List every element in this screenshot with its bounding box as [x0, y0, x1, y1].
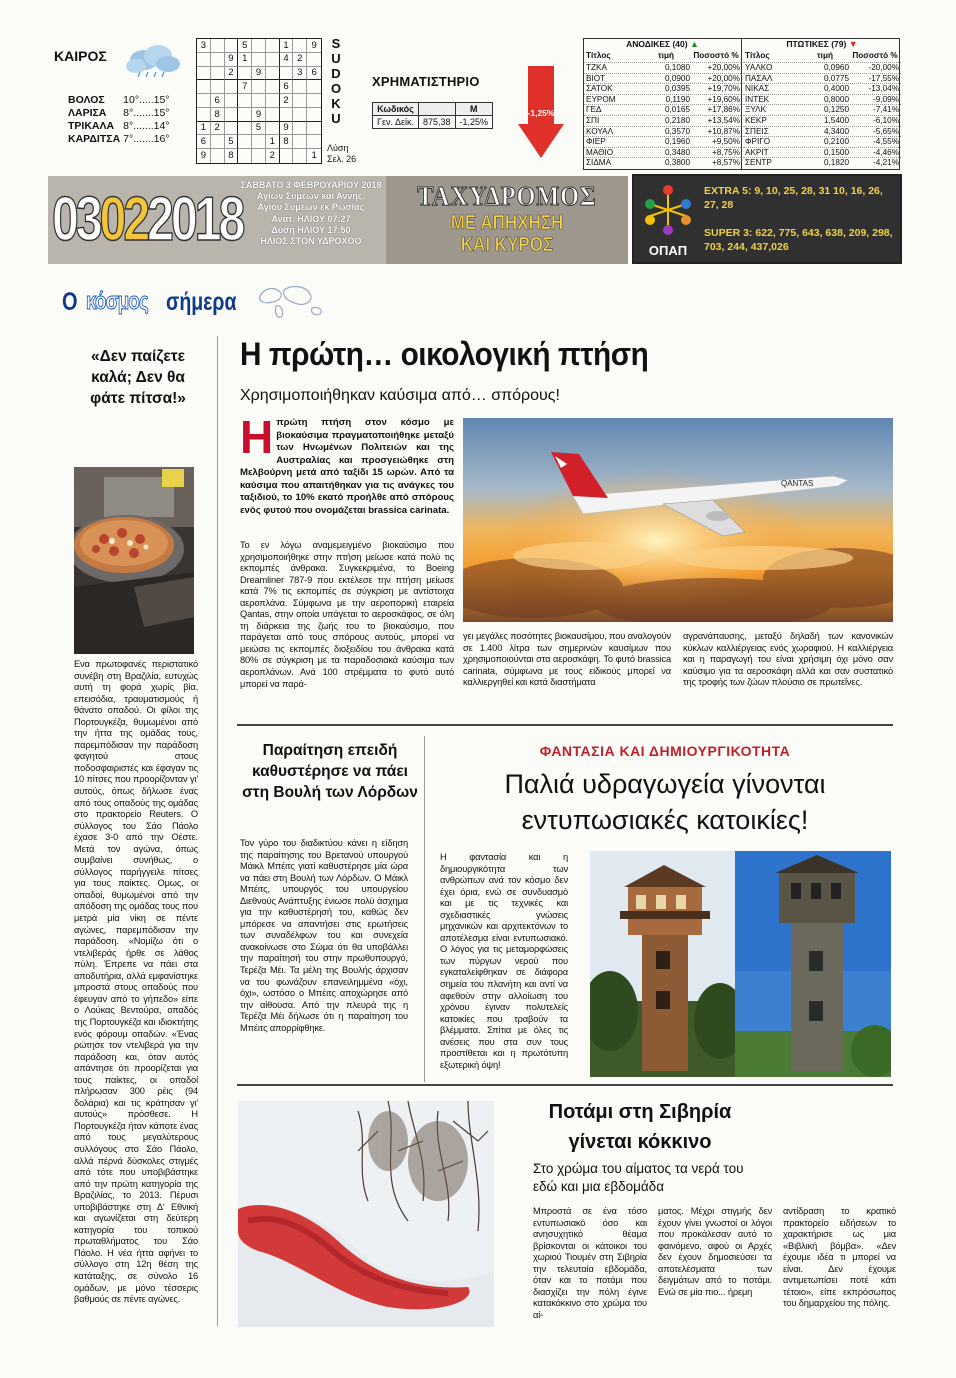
- plane-lead: [240, 411, 454, 517]
- stock-pct: -20,00%: [868, 63, 899, 72]
- sudoku-cell: 1: [280, 39, 294, 53]
- plane-livery-text: QANTAS: [781, 479, 814, 488]
- section-rule: [237, 724, 893, 726]
- stock-name: ΦΡΙΓΟ: [745, 137, 771, 147]
- pizza-photo: [74, 467, 194, 654]
- sudoku-cell: [225, 39, 239, 53]
- plane-headline: Η πρώτη… οικολογική πτήση: [240, 336, 649, 372]
- column-divider: [424, 736, 425, 1082]
- losers-title: [743, 39, 901, 50]
- siberia-subheadline: Στο χρώμα του αίματος τα νερά του εδώ και μια εβδομάδα: [533, 1161, 744, 1194]
- sudoku-cell: [238, 67, 252, 81]
- sudoku-cell: [197, 67, 211, 81]
- sudoku-cell: [238, 108, 252, 122]
- sudoku-cell: [252, 53, 266, 67]
- water-tower-photo-2: [735, 851, 891, 1077]
- lords-article-body: Τον γύρο του διαδικτύου κάνει η είδηση της παραίτησης του Βρετανού υπουργού Μάικλ Μπέιτς γιατί καθυστέρησε μία ώρα να πάει στη Βουλή των Λόρδων. Ο Μάικλ Μπέιτς, υπουργός του υπουργείου Διεθνούς Ανάπτυξης ένιωσε πολύ άσχημα για την καθυστέρησή του, καθώς δεν μπόρεσε να απαντήσει στις ερωτήσεις των συναδέλφων του και συνεχεία ανακοίνωσε στο Σώμα ότι θα υποβάλλει την παραίτησή του στην πρωθυπουργό, Τερέζα Μέι. Τα μέλη της Βουλής άρχισαν να του φωνάζουν επανειλημμένα «όχι, όχι», ωστόσο ο Μπέιτς αποχώρησε από την αίθουσα. Από την πλευρά της η Τερέζα Μέι δήλωσε ότι η παραίτηση του Μπέιτς απορρίφθηκε.: [240, 838, 408, 1033]
- stock-down-arrow-icon: [518, 66, 564, 158]
- plane-article-col2: γει μεγάλες ποσότητες βιοκαυσίμου, που αναλογούν σε 1.400 λίτρα των σημερινών καυσίμων που χρησιμοποιούνται στα αεροσκάφη. Το φυτό brassica carinata, σύμφωνα με τους ειδικούς μπορεί να καλλιεργηθεί και κατά διαστήματα: [463, 631, 671, 688]
- siberia-article-col1: Μπροστά σε ένα τόσο εντυπωσιακό όσο και ανησυχητικό θέαμα βρίσκονται οι κάτοικοι του χωριού Τιουμέν στη Σιβηρία την τελευταία εβδομάδα, όταν και το ποτάμι που διασχίζει την πόλη έγινε κατακόκκινο στο χρώμα του αί-: [533, 1206, 647, 1320]
- stock-col-change: Μ: [455, 103, 493, 116]
- gainers-row: [584, 115, 741, 125]
- pizza-article-body: Ενα πρωτοφανές περιστατικό συνέβη στη Βραζιλία, ευτυχώς αυτή τη φορά χωρίς βία, επεισόδια, τραυματισμούς ή θάνατο οπαδού. Οι φίλοι της Πορτουγκέζα, θυμωμένοι από την ήττα της ομάδας τους, παρεμπόδισαν την παράδοση φαγητού στους ποδοσφαιριστές και έφαγαν τις 10 πίτσες που προορίζονταν γι' αυτούς, όπως δήλωσε ένας από τους οπαδούς της ομάδας στο πρακτορείο Reuters. Ο σύλλογος του Σάο Πάολο έχασε 3-0 από την Οέστε. Μετά τον αγώνα, όπως συμβαίνει συνήθως, ο σύλλογος παρήγγειλε πίτσες για τους παίκτες. Ομως, οι οπαδοί, θυμωμένοι από την απόδοση της ομάδας τους που μετρά μία νίκη σε πέντε αγώνες, παρεμπόδισαν την παράδοση. «Νομίζω ότι ο ντελιβεράς ήρθε σε λάθος πύλη. Έπρεπε να πάει στα αποδυτήρια, αλλά εμφανίστηκε μπροστά στους οπαδούς που έφευγαν από το γήπεδο» είπε ο Λούκας Βεντούρα, οπαδός της Πορτουγκέζα και ιδιοκτήτης ενός φόρουμ οπαδών. «Ένας ρώτησε τον ντελιβερά για την παράδοση και, όταν αυτός απάντησε ότι προορίζεται για τους παίκτες, οι οπαδοί πλήρωσαν 300 ρέις (94 δολάρια) και τις κράτησαν γι' αυτούς» πρόσθεσε. Η Πορτουγκέζα ήταν κάποτε ένας από τους μεγαλύτερους συλλόγους στο Σάο Πάολο, αλλά πέρνά δύσκολες στιγμές από τότε που υποβιβάστηκε από την πρώτη κατηγορία της Βραζιλίας, το 2013. Πέρυσι υποβιβάστηκε στη Δ' Εθνική και αγωνίζεται στη δεύτερη κατηγορία του τοπικού πρωταθλήματος του Σάο Πάολο. Η νέα ήττα αφήνει το σύλλογο στη 12η θέση της κατάταξης, σε σύνολο 16 ομάδων, με μόνο τέσσερις βαθμούς σε πέντε αγώνες.: [74, 659, 198, 1305]
- sudoku-cell: [307, 53, 321, 67]
- gainers-row: [584, 62, 741, 72]
- gainers-row: [584, 157, 741, 167]
- stock-index-value: 875,38: [419, 116, 456, 129]
- sudoku-letter: K: [331, 96, 341, 111]
- sudoku-cell: 2: [211, 122, 225, 136]
- stock-pct: +8,57%: [712, 158, 740, 168]
- stock-price: 0,3800: [664, 158, 690, 168]
- sudoku-cell: 9: [252, 108, 266, 122]
- towers-article-body: Η φαντασία και η δημιουργικότητα των ανθρώπων ανά τον κόσμο δεν έχει όρια, ενώ σε συνδυασμό και με τις τεχνικές και σχεδιαστικές γνώσεις μηχανικών και αρχιτεκτόνων το αποτέλεσμα είναι εντυπωσιακό. Ο λόγος για τις μεταμορφώσεις των πύργων νερού που εγκαταλείφθηκαν σε διάφορα σημεία του πλανήτη και αντί να αφεθούν στην αλλοίωση του χρόνου έγιναν πολυτελείς κατοικίες που τραβούν τα βλέμματα. Σπίτια με όλες τις ανέσεις που στα συν τους προστίθεται και η πρωτότυπη εξωτερική όψη!: [440, 852, 568, 1070]
- sudoku-cell: 6: [307, 67, 321, 81]
- stock-price: 0,1190: [665, 94, 690, 104]
- date-info-line: Δύση ΗΛΙΟΥ 17:50: [271, 224, 351, 235]
- stock-pct: +8,75%: [712, 147, 740, 157]
- sudoku-cell: 2: [266, 149, 280, 163]
- sudoku-cell: [307, 108, 321, 122]
- stock-price: 0,8000: [823, 94, 849, 104]
- weather-row: [68, 133, 173, 146]
- city-temp: 7°.......16°: [123, 133, 170, 145]
- city-temp: 8°.......14°: [123, 120, 170, 132]
- stock-name: ΣΑΤΟΚ: [586, 84, 613, 94]
- sudoku-cell: [307, 94, 321, 108]
- sudoku-cell: [238, 149, 252, 163]
- stock-name: ΕΥΡΟΜ: [586, 94, 616, 104]
- gainers-losers-box: [583, 38, 900, 170]
- gainers-row: [584, 147, 741, 157]
- section-header: [58, 282, 328, 326]
- sudoku-cell: 9: [225, 53, 239, 67]
- paper-slogan-1: ΜΕ ΑΠΗΧΗΣΗ: [450, 212, 564, 234]
- gainers-row: [584, 104, 741, 114]
- col-name: Τίτλος: [586, 51, 611, 60]
- sudoku-cell: 6: [280, 80, 294, 94]
- sudoku-cell: 2: [293, 53, 307, 67]
- sudoku-cell: [211, 39, 225, 53]
- date-month: 02: [99, 185, 148, 254]
- stock-price: 4,3400: [823, 126, 849, 136]
- sudoku-cell: [252, 149, 266, 163]
- sudoku-cell: [307, 135, 321, 149]
- stock-pct: +9,50%: [712, 137, 740, 147]
- stock-pct: +19,60%: [707, 94, 740, 104]
- stock-name: ΒΙΟΤ: [586, 73, 606, 83]
- gainers-row: [584, 83, 741, 93]
- stock-title: ΧΡΗΜΑΤΙΣΤΗΡΙΟ: [372, 74, 480, 89]
- gainers-row: [584, 73, 741, 83]
- city-name: ΤΡΙΚΑΛΑ: [68, 120, 115, 132]
- losers-row: [743, 157, 901, 167]
- sudoku-cell: [252, 94, 266, 108]
- date-info: [236, 180, 386, 247]
- sudoku-cell: [211, 67, 225, 81]
- sudoku-cell: 1: [266, 135, 280, 149]
- sudoku-letter: U: [331, 111, 341, 126]
- stock-index-change: -1,25%: [455, 116, 493, 129]
- sudoku-cell: [280, 149, 294, 163]
- sudoku-cell: 8: [280, 135, 294, 149]
- city-name: ΛΑΡΙΣΑ: [68, 107, 107, 119]
- losers-title-text: ΠΤΩΤΙΚΕΣ (79): [786, 39, 847, 49]
- extra5-results: [704, 184, 899, 212]
- sudoku-cell: [211, 53, 225, 67]
- sudoku-cell: [211, 80, 225, 94]
- weather-row: [68, 107, 173, 120]
- col-pct: Ποσοστό %: [852, 51, 898, 60]
- stock-name: ΞΥΛΚ: [745, 105, 767, 115]
- sudoku-cell: 7: [238, 80, 252, 94]
- stock-name: ΦΙΕΡ: [586, 137, 606, 147]
- siberia-article-col3: αντίδραση το κρατικό πρακτορείο ειδήσεων το χαρακτήρισε ως μια «Βιβλική βόμβα». «Δεν έχουμε ιδέα τι μπορεί να είναι. Δεν έχουμε αντιμετωπίσει ποτέ κάτι τέτοιο», είπε εκπρόσωπος του δημαρχείου της πόλης.: [783, 1206, 896, 1309]
- sudoku-cell: [225, 108, 239, 122]
- col-price: τιμή: [817, 51, 833, 60]
- stock-name: ΚΟΥΑΛ: [586, 126, 614, 136]
- sudoku-cell: [238, 122, 252, 136]
- losers-row: [743, 73, 901, 83]
- big-date: [52, 180, 243, 260]
- stock-pct: -6,10%: [873, 116, 899, 125]
- losers-col-headers: [743, 51, 901, 61]
- sudoku-cell: 5: [225, 135, 239, 149]
- city-name: ΚΑΡΔΙΤΣΑ: [68, 133, 121, 145]
- stock-price: 0,0900: [664, 73, 690, 83]
- gainers-title: [584, 39, 741, 50]
- sudoku-cell: [266, 108, 280, 122]
- losers-row: [743, 104, 901, 114]
- plane-lead-text: πρώτη πτήση στον κόσμο με βιοκαύσιμα πραγματοποιήθηκε μεταξύ των Ηνωμένων Πολιτειών και της Αυστραλίας και προσγειώθηκε στη Μελβούρνη μετά από ταξίδι 15 ωρών. Από τα καύσιμα που απαιτήθηκαν για τις ανάγκες του ταξιδιού, το 10% εκατό προήλθε από σπόρους ενός φυτού που ονομάζεται brassica carinata.: [240, 417, 454, 516]
- stock-pct: -13,04%: [868, 84, 899, 94]
- stock-price: 0,4000: [823, 84, 849, 94]
- stock-price: 1,5400: [823, 116, 849, 125]
- stock-name: ΓΕΔ: [586, 105, 602, 115]
- opap-logo-text: ΟΠΑΠ: [648, 243, 688, 258]
- water-tower-photo-1: [590, 851, 738, 1077]
- sudoku-cell: 3: [293, 67, 307, 81]
- super3-label: SUPER 3:: [704, 227, 753, 239]
- losers-row: [743, 126, 901, 136]
- towers-headline: Παλιά υδραγωγεία γίνονται εντυπωσιακές κατοικίες!: [504, 769, 826, 835]
- section-o: Ο: [62, 288, 78, 316]
- sudoku-cell: 8: [225, 149, 239, 163]
- stock-price: 0,3480: [664, 147, 690, 157]
- stock-name: ΤΖΚΑ: [586, 63, 607, 72]
- up-arrow-icon: ▲: [689, 39, 699, 49]
- sudoku-cell: 1: [311, 150, 317, 162]
- sudoku-word: [328, 36, 344, 126]
- stock-pct: +20,00%: [707, 63, 740, 72]
- gainers-row: [584, 136, 741, 146]
- sudoku-cell: [252, 135, 266, 149]
- section-kosmos: κόσμος: [86, 288, 149, 315]
- sudoku-cell: 5: [238, 39, 252, 53]
- opap-logo: [642, 182, 694, 260]
- sudoku-cell: [252, 80, 266, 94]
- stock-price: 0,0395: [664, 84, 690, 94]
- sudoku-grid: [196, 38, 322, 164]
- sudoku-cell: [238, 135, 252, 149]
- stock-price: 0,1250: [823, 105, 849, 115]
- sudoku-cell: [307, 80, 321, 94]
- down-arrow-icon: ▼: [848, 39, 858, 49]
- sudoku-cell: [197, 108, 211, 122]
- super3-results: [704, 226, 899, 254]
- stock-price: 0,1500: [823, 147, 849, 157]
- towers-kicker: ΦΑΝΤΑΣΙΑ ΚΑΙ ΔΗΜΙΟΥΡΓΙΚΟΤΗΤΑ: [539, 743, 791, 759]
- stock-name: ΣΠΕΙΣ: [745, 126, 769, 136]
- section-simera: σήμερα: [166, 288, 237, 316]
- weather-title: ΚΑΙΡΟΣ: [54, 48, 107, 64]
- stock-pct: -17,55%: [868, 73, 899, 83]
- sudoku-cell: [293, 135, 307, 149]
- stock-price: 0,0775: [823, 73, 849, 83]
- opap-star-icon: [642, 182, 694, 240]
- sudoku-cell: 6: [197, 135, 211, 149]
- paper-name: ΤΑΧΥΔΡΟΜΟΣ: [417, 181, 597, 211]
- stock-pct: -4,21%: [873, 158, 899, 168]
- sudoku-cell: [293, 122, 307, 136]
- stock-pct: +17,86%: [707, 105, 740, 115]
- stock-name: ΣΕΝΤΡ: [745, 158, 772, 168]
- sudoku-cell: 9: [280, 122, 294, 136]
- weather-table: [68, 94, 173, 146]
- solution-page: Σελ. 26: [327, 154, 357, 164]
- sudoku-cell: 5: [252, 122, 266, 136]
- stock-name: ΣΙΔΜΑ: [586, 158, 612, 168]
- stock-name: ΠΑΣΑΛ: [745, 73, 773, 83]
- stock-name: ΙΝΤΕΚ: [745, 94, 770, 104]
- sudoku-solution-ref: [327, 143, 356, 165]
- newspaper-masthead: [386, 176, 628, 264]
- sudoku-cell: [211, 135, 225, 149]
- sudoku-cell: [252, 39, 266, 53]
- stock-row: [373, 116, 493, 129]
- stock-price: 0,0960: [823, 63, 849, 72]
- stock-pct: -4,46%: [873, 147, 899, 157]
- stock-index-name: Γεν. Δείκ.: [373, 116, 419, 129]
- sudoku-cell: 2: [225, 67, 239, 81]
- stock-pct: -9,09%: [873, 94, 899, 104]
- sudoku-cell: 9: [252, 67, 266, 81]
- sudoku-letter: D: [331, 66, 341, 81]
- sudoku-cell: [225, 94, 239, 108]
- sudoku-cell: [225, 80, 239, 94]
- stock-price: 0,2180: [664, 116, 690, 125]
- date-year: 2018: [147, 185, 243, 254]
- weather-box: [50, 38, 190, 168]
- sudoku-cell: [266, 94, 280, 108]
- paper-slogan-2: ΚΑΙ ΚΥΡΟΣ: [460, 234, 554, 256]
- sudoku-cells: [197, 39, 321, 163]
- city-temp: 10°.....15°: [123, 94, 170, 106]
- sudoku-cell: [280, 108, 294, 122]
- stock-pct: +13,54%: [707, 116, 740, 125]
- sudoku-cell: [293, 39, 307, 53]
- sudoku-cell: 3: [197, 39, 211, 53]
- losers-row: [743, 62, 901, 72]
- red-river-photo: [238, 1101, 494, 1327]
- pizza-headline: «Δεν παίζετε καλά; Δεν θα φάτε πίτσα!»: [90, 348, 186, 407]
- sudoku-cell: [225, 122, 239, 136]
- stock-name: ΜΑΘΙΟ: [586, 147, 614, 157]
- sudoku-cell: [266, 53, 280, 67]
- plane-subheadline: Χρησιμοποιήθηκαν καύσιμα από… σπόρους!: [240, 387, 560, 404]
- date-info-line: ΣΑΒΒΑΤΟ 3 ΦΕΒΡΟΥΑΡΙΟΥ 2018: [240, 180, 382, 190]
- sudoku-cell: [293, 149, 307, 163]
- sudoku-cell: 9: [307, 39, 321, 53]
- world-map-icon: [254, 282, 328, 322]
- losers-table: [743, 39, 901, 169]
- stock-col-code: Κωδικός: [373, 103, 419, 116]
- sudoku-cell: 1: [238, 53, 252, 67]
- date-info-line: Αγίου Συμεών εκ Ρωσίας: [257, 202, 365, 213]
- siberia-headline: Ποτάμι στη Σιβηρία γίνεται κόκκινο: [548, 1101, 732, 1153]
- plane-photo: [463, 418, 893, 622]
- sudoku-cell: [293, 94, 307, 108]
- date-info-line: ΗΛΙΟΣ ΣΤΟΝ ΥΔΡΟΧΟΟ: [260, 236, 362, 247]
- gainers-row: [584, 126, 741, 136]
- losers-row: [743, 147, 901, 157]
- sudoku-cell: [197, 94, 211, 108]
- col-name: Τίτλος: [745, 51, 770, 60]
- stock-name: ΝΙΚΑΣ: [745, 84, 770, 94]
- super3-numbers: 622, 775, 643, 638, 209, 298, 703, 244, 437,026: [704, 227, 893, 253]
- stock-name: ΚΕΚΡ: [745, 116, 767, 125]
- date-info-line: Ανατ. ΗΛΙΟΥ 07:27: [271, 213, 351, 224]
- stock-name: ΑΚΡΙΤ: [745, 147, 769, 157]
- sudoku-cell: 2: [280, 94, 294, 108]
- stock-price: 0,1960: [664, 137, 690, 147]
- siberia-article-col2: ματος. Μέχρι στιγμής δεν έχουν γίνει γνωστοί οι λόγοι που προκάλεσαν αυτό το φαινόμενο, αφού οι Αρχές δεν έχουν δημοσιεύσει τα αποτελέσματα των δειγμάτων από το ποτάμι. Ενώ σε μία πιο... ήρεμη: [658, 1206, 772, 1297]
- lords-headline: Παραίτηση επειδή καθυστέρησε να πάει στη Βουλή των Λόρδων: [242, 742, 418, 801]
- sudoku-cell: 4: [280, 53, 294, 67]
- sudoku-letter: U: [331, 51, 341, 66]
- stock-pct: -7,41%: [873, 105, 899, 115]
- stock-col-value: [419, 103, 456, 116]
- sudoku-cell: [293, 80, 307, 94]
- stock-name: ΥΑΛΚΟ: [745, 63, 773, 72]
- weather-row: [68, 94, 173, 107]
- stock-header-row: [373, 103, 493, 116]
- extra5-numbers: 9, 10, 25, 28, 31 10, 16, 26, 27, 28: [704, 185, 883, 211]
- sudoku-cell: [266, 122, 280, 136]
- sudoku-letter: O: [330, 81, 342, 96]
- stock-price: 0,3570: [664, 126, 690, 136]
- gainers-table: [584, 39, 742, 169]
- stock-pct: +10,87%: [707, 126, 740, 136]
- stock-price: 0,0165: [664, 105, 690, 115]
- sudoku-cell: 6: [211, 94, 225, 108]
- sudoku-cell: [266, 39, 280, 53]
- weather-row: [68, 120, 173, 133]
- sudoku-cell: [197, 80, 211, 94]
- plane-article-col1: Το εν λόγω αναμεμειγμένο βιοκαύσιμο που χρησιμοποιήθηκε στην πτήση μείωσε κατά πολύ τις εκπομπές άνθρακα. Συγκεκριμένα, το Boeing Dreamliner 787-9 που εκτέλεσε την πτήση μείωσε κατά 7% τις εκπομπές σε σύγκριση με αντίστοιχα αεροπλάνα. Σύμφωνα με την αεροπορική εταιρεία Qantas, στην οποία υπάγεται το αεροσκάφος, σε όλη τη διάρκεια της ζωής του το βιοκαύσιμο, που παράγεται από τους σπόρους αυτούς, μπορεί να μειώσει τις εκπομπές διοξειδίου του άνθρακα κατά 80% σε σύγκριση με τα παραδοσιακά καύσιμα των αεροπλάνων. Ανά 100 στρέμματα το φυτό αυτό μπορεί να παρά-: [240, 540, 454, 689]
- opap-results-box: [632, 174, 902, 264]
- sudoku-cell: [307, 122, 321, 136]
- gainers-col-headers: [584, 51, 741, 61]
- extra5-label: EXTRA 5:: [704, 185, 752, 197]
- plane-article-col3: αγρανάπαυσης, μεταξύ δηλαδή των κανονικών κύκλων καλλιέργειας ενός χωραφιού. Η καλλιέργεια και η παραγωγή του είναι χρήσιμη όχι μόνο σαν καύσιμο για τα αεροσκάφη αλλά και σαν συστατικό της τροφής των ζώων πλούσιο σε πρωτεΐνες.: [683, 631, 893, 688]
- sudoku-cell: [266, 80, 280, 94]
- city-temp: 8°.......15°: [123, 107, 170, 119]
- gainers-title-text: ΑΝΟΔΙΚΕΣ (40): [626, 39, 688, 49]
- stock-pct: -4,55%: [873, 137, 899, 147]
- sudoku-cell: 1: [197, 122, 211, 136]
- losers-row: [743, 94, 901, 104]
- stock-pct: +19,70%: [707, 84, 740, 94]
- stock-index-table: [372, 102, 493, 129]
- cloud-rain-icon: [122, 44, 182, 78]
- section-rule: [237, 1084, 893, 1086]
- sudoku-cell: [266, 67, 280, 81]
- city-name: ΒΟΛΟΣ: [68, 94, 105, 106]
- col-price: τιμή: [658, 51, 674, 60]
- sudoku-cell: [293, 108, 307, 122]
- column-divider: [217, 336, 218, 1326]
- losers-row: [743, 115, 901, 125]
- gainers-row: [584, 94, 741, 104]
- stock-pct: -5,65%: [873, 126, 899, 136]
- sudoku-cell: [211, 149, 225, 163]
- col-pct: Ποσοστό %: [693, 51, 739, 60]
- stock-name: ΣΠΙ: [586, 116, 600, 125]
- sudoku-cell: 9: [197, 149, 211, 163]
- stock-price: 0,1080: [664, 63, 690, 72]
- date-info-line: Αγίων Συμεών και Άννης,: [256, 191, 366, 202]
- date-day: 03: [52, 185, 100, 254]
- drop-cap: Η: [240, 411, 274, 463]
- losers-row: [743, 83, 901, 93]
- stock-arrow-pct: -1,25%: [527, 108, 555, 118]
- stock-price: 0,1820: [823, 158, 849, 168]
- sudoku-cell: [238, 94, 252, 108]
- sudoku-cell: [280, 67, 294, 81]
- solution-label: Λύση: [327, 143, 349, 153]
- sudoku-cell: 8: [211, 108, 225, 122]
- sudoku-cell: [197, 53, 211, 67]
- stock-pct: +20,00%: [707, 73, 740, 83]
- losers-row: [743, 136, 901, 146]
- stock-price: 0,2100: [823, 137, 849, 147]
- sudoku-letter: S: [331, 36, 341, 51]
